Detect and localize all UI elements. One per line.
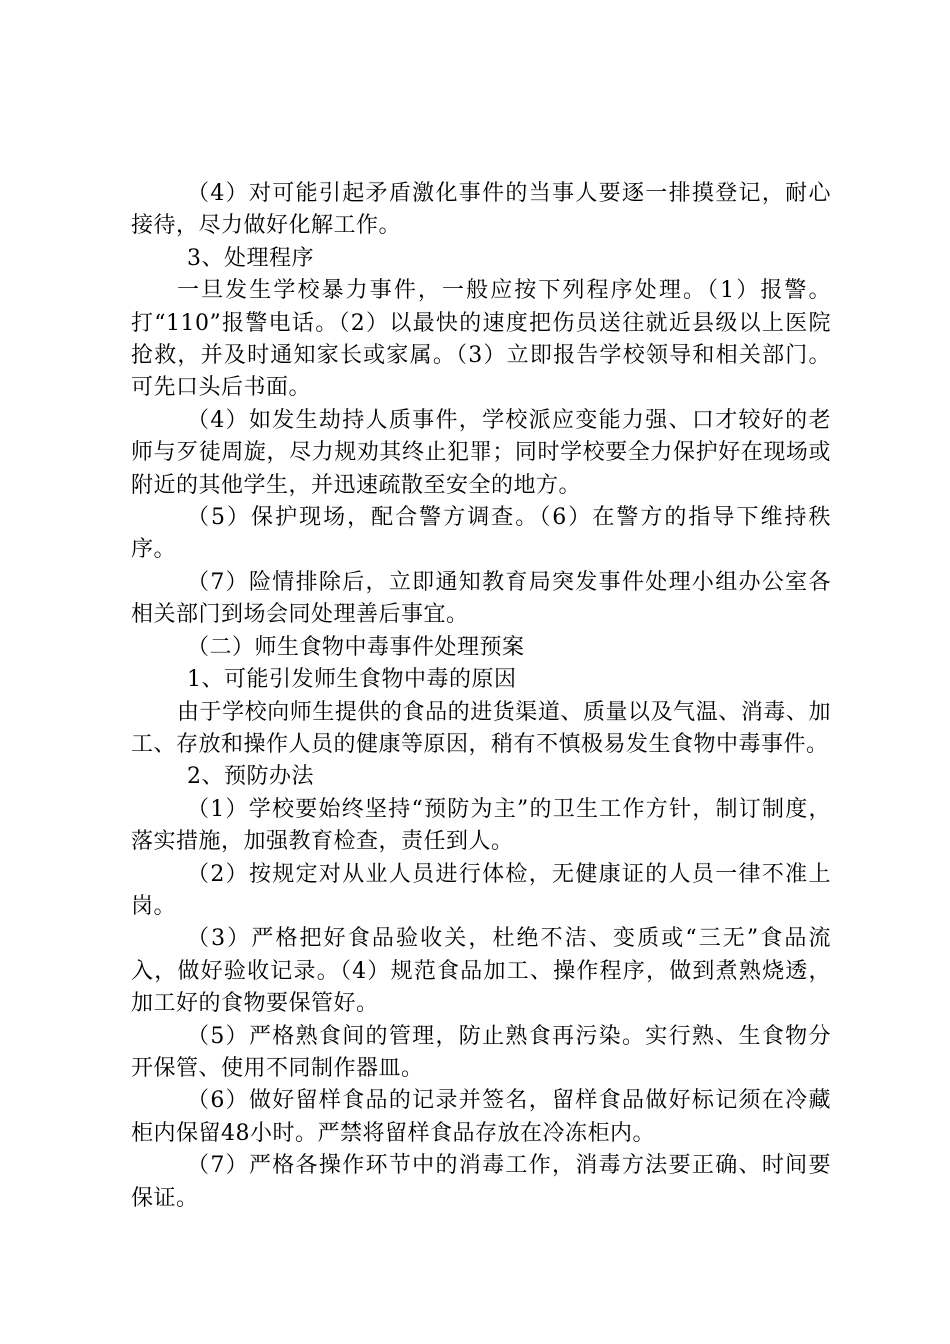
paragraph-contradiction-registration: （4）对可能引起矛盾激化事件的当事人要逐一排摸登记，耐心接待，尽力做好化解工作。 <box>131 181 831 239</box>
paragraph-prevention-6: （6）做好留样食品的记录并签名，留样食品做好标记须在冷藏柜内保留48小时。严禁将留样食品存放在冷冻柜内。 <box>131 1088 831 1146</box>
paragraph-prevention-7: （7）严格各操作环节中的消毒工作，消毒方法要正确、时间要保证。 <box>131 1153 831 1211</box>
heading-prevention: 2、预防办法 <box>187 764 314 790</box>
document-page <box>131 178 831 1215</box>
paragraph-prevention-2: （2）按规定对从业人员进行体检，无健康证的人员一律不准上岗。 <box>131 861 831 919</box>
paragraph-aftermath: （7）险情排除后，立即通知教育局突发事件处理小组办公室各相关部门到场会同处理善后事宜。 <box>131 569 831 628</box>
paragraph-protect-scene: （5）保护现场，配合警方调查。（6）在警方的指导下维持秩序。 <box>131 505 831 563</box>
paragraph-violence-procedure: 一旦发生学校暴力事件，一般应按下列程序处理。（1）报警。打“110”报警电话。（2）以最快的速度把伤员送往就近县级以上医院抢救，并及时通知家长或家属。（3）立即报告学校领导和相关部门。可先口头后书面。 <box>131 278 831 401</box>
paragraph-prevention-5: （5）严格熟食间的管理，防止熟食再污染。实行熟、生食物分开保管、使用不同制作器皿。 <box>131 1023 831 1081</box>
heading-poisoning-causes: 1、可能引发师生食物中毒的原因 <box>187 667 517 693</box>
paragraph-hostage-event: （4）如发生劫持人质事件，学校派应变能力强、口才较好的老师与歹徒周旋，尽力规劝其终止犯罪；同时学校要全力保护好在现场或附近的其他学生，并迅速疏散至安全的地方。 <box>131 407 831 498</box>
paragraph-prevention-1: （1）学校要始终坚持“预防为主”的卫生工作方针，制订制度，落实措施，加强教育检查，责任到人。 <box>131 796 831 855</box>
paragraph-prevention-3-4: （3）严格把好食品验收关，杜绝不洁、变质或“三无”食品流入，做好验收记录。（4）规范食品加工、操作程序，做到煮熟烧透，加工好的食物要保管好。 <box>131 926 831 1017</box>
paragraph-poisoning-causes: 由于学校向师生提供的食品的进货渠道、质量以及气温、消毒、加工、存放和操作人员的健康等原因，稍有不慎极易发生食物中毒事件。 <box>131 699 831 757</box>
heading-food-poisoning-plan: （二）师生食物中毒事件处理预案 <box>187 634 525 660</box>
heading-procedure: 3、处理程序 <box>187 245 314 271</box>
